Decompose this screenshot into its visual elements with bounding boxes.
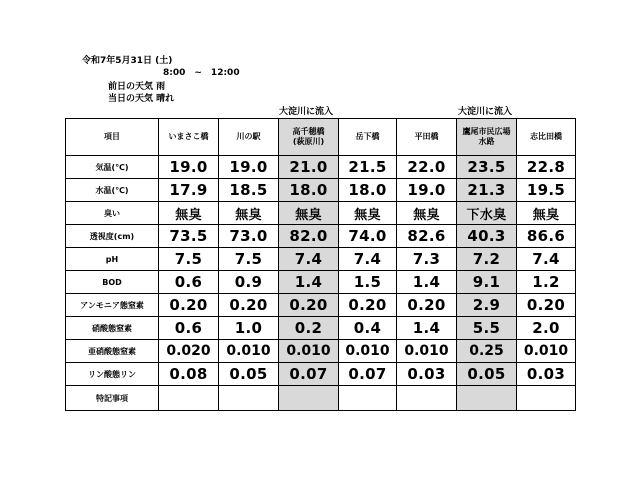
table-cell: 1.2: [517, 271, 576, 294]
table-cell: 86.6: [517, 225, 576, 248]
table-cell: 23.5: [457, 156, 517, 179]
table-row: [66, 202, 576, 225]
water-quality-table: [65, 118, 576, 411]
table-cell: 無臭: [517, 202, 576, 225]
row-label: 透視度(cm): [66, 225, 159, 248]
row-label: BOD: [66, 271, 159, 294]
table-cell: 7.4: [339, 248, 397, 271]
inflow-label-takao: 大淀川に流入: [458, 107, 513, 117]
table-row: [66, 386, 576, 411]
table-cell: 73.5: [159, 225, 219, 248]
table-cell: 17.9: [159, 179, 219, 202]
table-cell: [457, 386, 517, 411]
table-cell: 下水臭: [457, 202, 517, 225]
table-cell: 1.0: [219, 317, 279, 340]
table-cell: 0.20: [279, 294, 339, 317]
table-cell: 0.20: [159, 294, 219, 317]
table-cell: 0.05: [457, 363, 517, 386]
table-cell: [517, 386, 576, 411]
table-cell: 18.0: [279, 179, 339, 202]
table-cell: 21.0: [279, 156, 339, 179]
table-cell: 1.5: [339, 271, 397, 294]
table-cell: 0.9: [219, 271, 279, 294]
table-cell: 82.6: [397, 225, 457, 248]
header-item-label: 項目: [66, 119, 159, 156]
table-row: [66, 294, 576, 317]
table-cell: 9.1: [457, 271, 517, 294]
survey-time: 8:00 ~ 12:00: [163, 68, 240, 78]
table-cell: 無臭: [159, 202, 219, 225]
table-cell: 7.4: [279, 248, 339, 271]
table-cell: 無臭: [397, 202, 457, 225]
table-cell: 0.20: [517, 294, 576, 317]
table-cell: [219, 386, 279, 411]
table-cell: 0.6: [159, 271, 219, 294]
row-label: 臭い: [66, 202, 159, 225]
table-cell: 0.07: [279, 363, 339, 386]
table-cell: 21.5: [339, 156, 397, 179]
table-cell: 0.010: [339, 340, 397, 363]
table-cell: [279, 386, 339, 411]
table-cell: 1.4: [397, 271, 457, 294]
table-cell: 0.20: [219, 294, 279, 317]
table-cell: 0.010: [517, 340, 576, 363]
column-header-station: いまさこ橋: [159, 119, 219, 156]
table-cell: 0.20: [339, 294, 397, 317]
column-header-station: 高千穂橋 (萩原川): [279, 119, 339, 156]
table-cell: 0.03: [517, 363, 576, 386]
table-cell: 7.2: [457, 248, 517, 271]
previous-day-weather: 前日の天気 雨: [108, 82, 166, 92]
column-header-station: 平田橋: [397, 119, 457, 156]
table-cell: 82.0: [279, 225, 339, 248]
table-cell: 21.3: [457, 179, 517, 202]
row-label: pH: [66, 248, 159, 271]
table-row: [66, 363, 576, 386]
table-cell: 0.010: [397, 340, 457, 363]
table-header-row: [66, 119, 576, 156]
row-label: 硝酸態窒素: [66, 317, 159, 340]
table-cell: 40.3: [457, 225, 517, 248]
table-cell: 0.03: [397, 363, 457, 386]
table-cell: 18.5: [219, 179, 279, 202]
table-cell: 無臭: [219, 202, 279, 225]
table-cell: 0.4: [339, 317, 397, 340]
row-label: 水温(℃): [66, 179, 159, 202]
table-cell: 2.0: [517, 317, 576, 340]
table-cell: 73.0: [219, 225, 279, 248]
table-cell: [397, 386, 457, 411]
current-day-weather: 当日の天気 晴れ: [108, 94, 175, 104]
table-cell: 0.07: [339, 363, 397, 386]
table-cell: 18.0: [339, 179, 397, 202]
table-cell: 7.5: [159, 248, 219, 271]
table-row: [66, 225, 576, 248]
column-header-station: 志比田橋: [517, 119, 576, 156]
table-cell: 7.4: [517, 248, 576, 271]
table-cell: 0.08: [159, 363, 219, 386]
table-cell: 22.8: [517, 156, 576, 179]
table-row: [66, 156, 576, 179]
table-cell: 0.2: [279, 317, 339, 340]
table-cell: 19.0: [159, 156, 219, 179]
column-header-station: 川の駅: [219, 119, 279, 156]
table-cell: 0.020: [159, 340, 219, 363]
table-cell: 2.9: [457, 294, 517, 317]
table-cell: 無臭: [339, 202, 397, 225]
inflow-label-takachiho: 大淀川に流入: [279, 107, 334, 117]
table-cell: 1.4: [279, 271, 339, 294]
table-cell: 7.3: [397, 248, 457, 271]
table-cell: 22.0: [397, 156, 457, 179]
table-row: [66, 340, 576, 363]
table-cell: 7.5: [219, 248, 279, 271]
row-label: アンモニア態窒素: [66, 294, 159, 317]
column-header-station: 岳下橋: [339, 119, 397, 156]
table-cell: [159, 386, 219, 411]
table-cell: 0.20: [397, 294, 457, 317]
table-cell: 0.05: [219, 363, 279, 386]
column-header-station: 鷹尾市民広場 水路: [457, 119, 517, 156]
table-cell: 5.5: [457, 317, 517, 340]
table-cell: [339, 386, 397, 411]
table-row: [66, 248, 576, 271]
row-label: リン酸態リン: [66, 363, 159, 386]
table-cell: 1.4: [397, 317, 457, 340]
table-cell: 19.0: [397, 179, 457, 202]
table-cell: 74.0: [339, 225, 397, 248]
table-row: [66, 317, 576, 340]
table-cell: 19.5: [517, 179, 576, 202]
table-cell: 無臭: [279, 202, 339, 225]
table-cell: 19.0: [219, 156, 279, 179]
table-row: [66, 179, 576, 202]
table-cell: 0.010: [219, 340, 279, 363]
survey-date: 令和7年5月31日 (土): [82, 56, 173, 66]
row-label: 気温(℃): [66, 156, 159, 179]
row-label: 亜硝酸態窒素: [66, 340, 159, 363]
table-cell: 0.010: [279, 340, 339, 363]
row-label: 特記事項: [66, 386, 159, 411]
table-row: [66, 271, 576, 294]
table-cell: 0.6: [159, 317, 219, 340]
table-cell: 0.25: [457, 340, 517, 363]
